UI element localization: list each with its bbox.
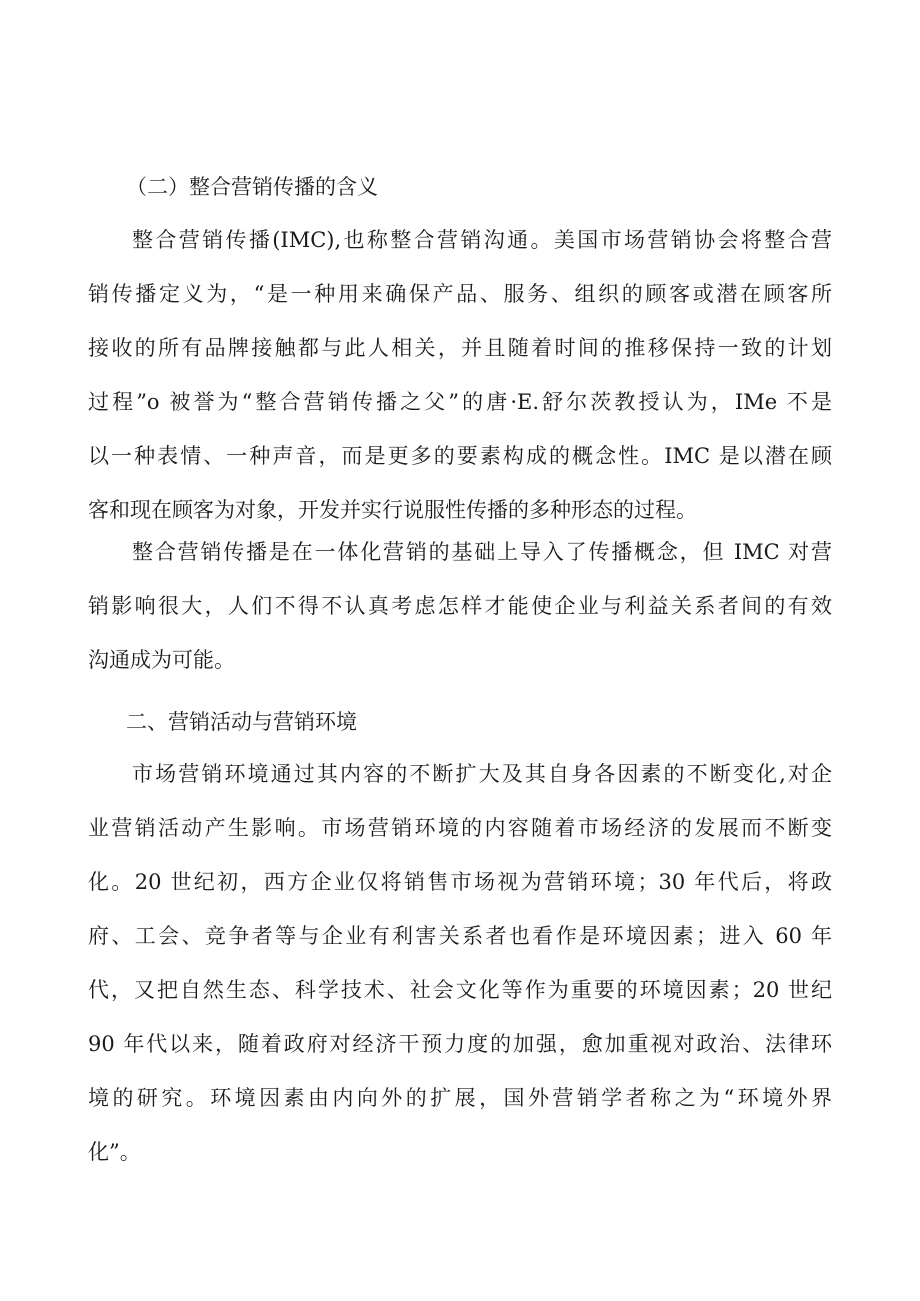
paragraph-marketing-environment (88, 747, 832, 1179)
text-line: 业营销活动产生影响。市场营销环境的内容随着市场经济的发展而不断变 (88, 816, 832, 840)
paragraph-imc-impact (88, 525, 832, 687)
text-line: 过程”o 被誉为“整合营销传播之父”的唐·E.舒尔茨教授认为，IMe 不是 (88, 390, 832, 414)
text-line: 市场营销环境通过其内容的不断扩大及其自身各因素的不断变化,对企 (132, 762, 832, 786)
text-line: 境的研究。环境因素由内向外的扩展，国外营销学者称之为“环境外界 (88, 1086, 832, 1110)
section-heading-marketing-environment: 二、营销活动与营销环境 (126, 710, 357, 734)
paragraph-imc-definition (88, 213, 832, 537)
section-heading-imc-meaning: （二）整合营销传播的含义 (126, 175, 378, 199)
text-line: 接收的所有品牌接触都与此人相关，并且随着时间的推移保持一致的计划 (88, 336, 832, 360)
text-line: 以一种表情、一种声音，而是更多的要素构成的概念性。IMC 是以潜在顾 (88, 444, 832, 468)
text-line: 整合营销传播是在一体化营销的基础上导入了传播概念，但 IMC 对营 (132, 540, 832, 564)
text-line: 化。20 世纪初，西方企业仅将销售市场视为营销环境；30 年代后，将政 (88, 870, 832, 894)
text-line: 90 年代以来，随着政府对经济干预力度的加强，愈加重视对政治、法律环 (88, 1032, 832, 1056)
text-line: 化”。 (88, 1140, 141, 1164)
text-line: 客和现在顾客为对象，开发并实行说服性传播的多种形态的过程。 (88, 498, 697, 522)
text-line: 销传播定义为，“是一种用来确保产品、服务、组织的顾客或潜在顾客所 (88, 282, 832, 306)
text-line: 府、工会、竞争者等与企业有利害关系者也看作是环境因素；进入 60 年 (88, 924, 832, 948)
text-line: 代，又把自然生态、科学技术、社会文化等作为重要的环境因素；20 世纪 (88, 978, 832, 1002)
text-line: 沟通成为可能。 (88, 648, 235, 672)
text-line: 销影响很大，人们不得不认真考虑怎样才能使企业与利益关系者间的有效 (88, 594, 832, 618)
text-line: 整合营销传播(IMC),也称整合营销沟通。美国市场营销协会将整合营 (132, 228, 832, 252)
